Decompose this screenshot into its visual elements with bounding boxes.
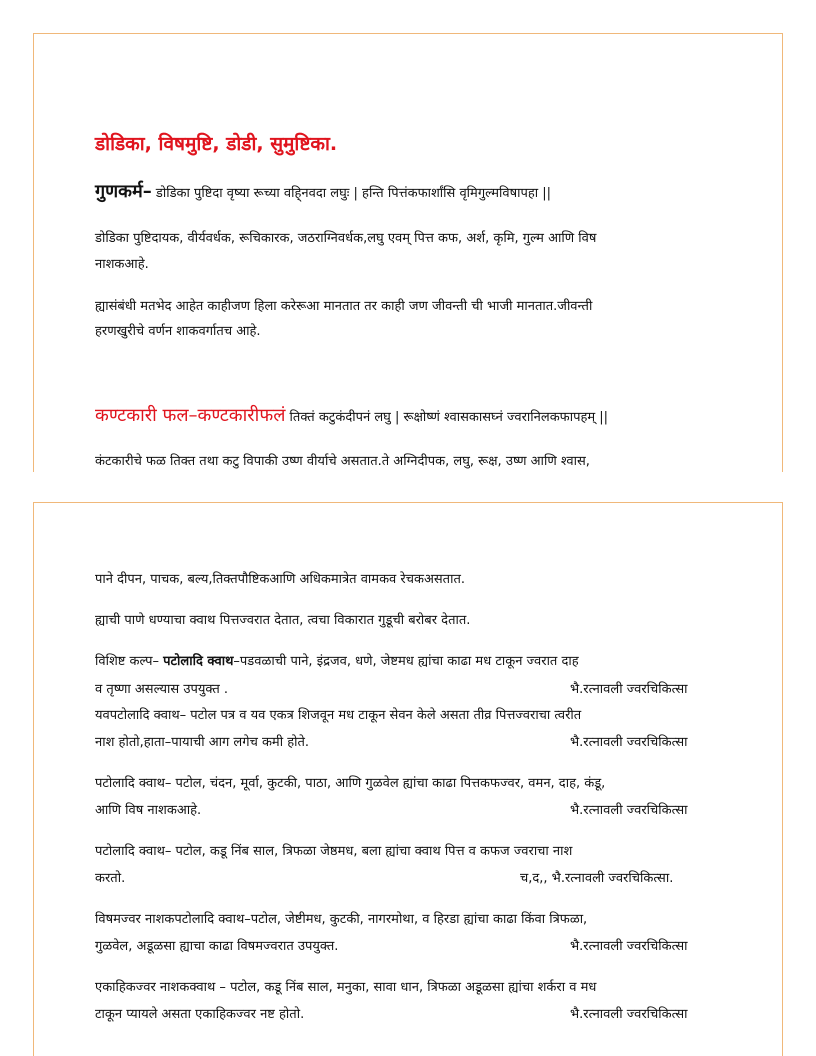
paragraph-line: पाने दीपन, पाचक, बल्य,तिक्तपौष्टिकआणि अधिकमात्रेत वामकव रेचकअसतात.: [95, 572, 466, 587]
paragraph-line: पटोलादि क्वाथ– पटोल, कडू निंब साल, त्रिफळा जेष्ठमध, बला ह्यांचा क्वाथ पित्त व कफज ज्वराचा नाश: [95, 844, 573, 859]
paragraph-line: ह्याची पाणे धण्याचा क्वाथ पित्तज्वरात देतात, त्वचा विकारात गुडूची बरोबर देतात.: [95, 613, 471, 628]
paragraph-line: यवपटोलादि क्वाथ– पटोल पत्र व यव एकत्र शिजवून मध टाकून सेवन केले असता तीव्र पित्तज्वराचा त्वरीत: [95, 708, 582, 723]
paragraph-line: करतो.: [95, 871, 126, 886]
formula-text: –पडवळाची पाने, इंद्रजव, धणे, जेष्टमध ह्यांचा काढा मध टाकून ज्वरात दाह: [233, 654, 579, 669]
gunakarma-label: गुणकर्म–: [95, 181, 152, 202]
paragraph-line: टाकून प्यायले असता एकाहिकज्वर नष्ट होतो.: [95, 1007, 305, 1022]
reference-citation: भै.रत्नावली ज्वरचिकित्सा: [570, 939, 688, 954]
paragraph-line: आणि विष नाशकआहे.: [95, 803, 202, 818]
paragraph-line: विषमज्वर नाशकपटोलादि क्वाथ–पटोल, जेष्टीमध, कुटकी, नागरमोथा, व हिरडा ह्यांचा काढा किंवा त्रिफळा,: [95, 912, 588, 927]
reference-citation: च,द,, भै.रत्नावली ज्वरचिकित्सा.: [520, 871, 674, 886]
reference-citation: भै.रत्नावली ज्वरचिकित्सा: [570, 1007, 688, 1022]
kantakari-shloka: तिक्तं कटुकंदीपनं लघु | रूक्षोष्णं श्वासकासघ्नं ज्वरानिलकफापहम् ||: [285, 410, 609, 425]
paragraph-line: हरणखुरीचे वर्णन शाकवर्गातच आहे.: [95, 324, 261, 339]
reference-citation: भै.रत्नावली ज्वरचिकित्सा: [570, 803, 688, 818]
kantakari-label: कण्टकारी फल–कण्टकारीफलं: [95, 405, 286, 426]
paragraph-line: व तृष्णा असल्यास उपयुक्त .: [95, 682, 229, 697]
paragraph-line: नाशकआहे.: [95, 257, 149, 272]
paragraph-line: नाश होतो,हाता–पायाची आग लगेच कमी होते.: [95, 735, 310, 750]
paragraph-line: एकाहिकज्वर नाशकक्वाथ – पटोल, कडू निंब साल, मनुका, सावा धान, त्रिफळा अडूळसा ह्यांचा शर्करा व मध: [95, 980, 597, 995]
reference-citation: भै.रत्नावली ज्वरचिकित्सा: [570, 735, 688, 750]
reference-citation: भै.रत्नावली ज्वरचिकित्सा: [570, 682, 688, 697]
paragraph-line: पटोलादि क्वाथ– पटोल, चंदन, मूर्वा, कुटकी, पाठा, आणि गुळवेल ह्यांचा काढा पित्तकफज्वर, वमन, दाह, कंडू,: [95, 776, 606, 791]
gunakarma-line: [95, 180, 551, 206]
paragraph-line: डोडिका पुष्टिदायक, वीर्यवर्धक, रूचिकारक, जठराग्निवर्धक,लघु एवम् पित्त कफ, अर्श, कृमि, गुल्म आणि विष: [95, 231, 597, 246]
paragraph-line: गुळवेल, अडूळसा ह्याचा काढा विषमज्वरात उपयुक्त.: [95, 939, 339, 954]
kantakari-line: [95, 404, 608, 430]
formula-prefix: विशिष्ट कल्प–: [95, 654, 164, 669]
gunakarma-shloka: डोडिका पुष्टिदा वृष्या रूच्या वहि्नवदा लघुः | हन्ति पित्तंकफार्शांसि वृमिगुल्मविषापहा ||: [151, 186, 552, 201]
section-title: डोडिका, विषमुष्टि, डोडी, सुमुष्टिका.: [95, 133, 338, 155]
formula-line: [95, 650, 579, 674]
paragraph-line: कंटकारीचे फळ तिक्त तथा कटु विपाकी उष्ण वीर्याचे असतात.ते अग्निदीपक, लघु, रूक्ष, उष्ण आणि श्वास,: [95, 454, 590, 469]
paragraph-line: ह्यासंबंधी मतभेद आहेत काहीजण हिला करेरूआ मानतात तर काही जण जीवन्ती ची भाजी मानतात.जीवन्ती: [95, 299, 593, 314]
formula-name: पटोलादि क्वाथ: [163, 654, 234, 669]
